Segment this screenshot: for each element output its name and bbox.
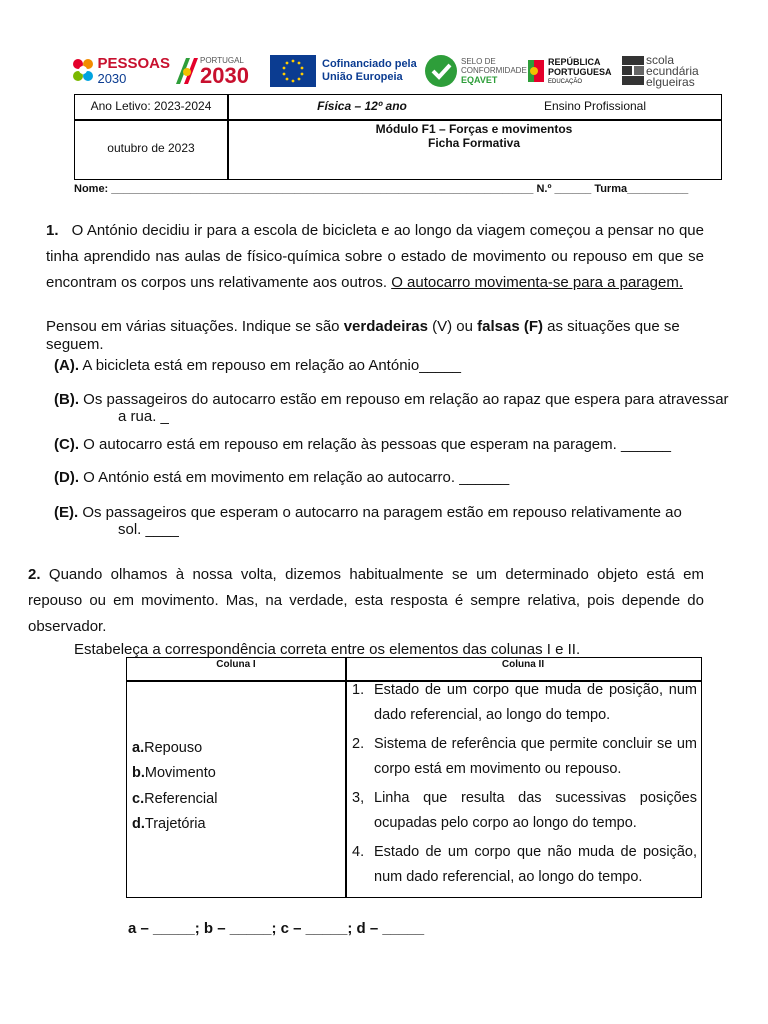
def-text: Linha que resulta das sucessivas posições ocupadas pelo corpo ao longo do tempo.: [374, 790, 697, 831]
q1-item-c[interactable]: [54, 436, 714, 453]
pessoas-text: PESSOAS: [97, 55, 170, 72]
item-text-cont: a rua. _: [118, 408, 169, 425]
col2-item-3[interactable]: [352, 786, 697, 836]
numero-field[interactable]: N.º ______: [536, 183, 592, 195]
escola-line-3: elgueiras: [646, 74, 695, 89]
q1-falsas: falsas (F): [477, 318, 543, 335]
q1-item-e[interactable]: [54, 504, 714, 538]
nome-line[interactable]: [74, 183, 688, 195]
modulo-title: Módulo F1 – Forças e movimentos: [375, 122, 573, 136]
q1-v: (V) ou: [432, 318, 473, 335]
q1-text: [46, 218, 704, 296]
col1-item[interactable]: a.Repouso: [132, 740, 203, 756]
pessoas-year: 2030: [97, 71, 127, 86]
q1-number: 1.: [46, 222, 59, 239]
def-text: Sistema de referência que permite concluir se um corpo está em movimento ou repouso.: [374, 736, 697, 777]
header-table: [74, 94, 722, 180]
data-ficha: outubro de 2023: [107, 141, 195, 155]
col1-item[interactable]: d.Trajetória: [132, 815, 206, 832]
col1-item[interactable]: b.Movimento: [132, 765, 216, 782]
item-text: O António está em movimento em relação ao autocarro. ______: [83, 469, 510, 486]
pessoas-2030-logo: [70, 50, 170, 92]
col2-item-4[interactable]: [352, 840, 697, 890]
q2-body: Quando olhamos à nossa volta, dizemos habitualmente se um determinado objeto está em repouso ou em movimento. Mas, na verdade, esta resposta é sempre relativa, pois depende do observador.: [28, 566, 704, 635]
col2-item-2[interactable]: [352, 732, 697, 782]
q1-instruction: [46, 318, 708, 354]
ficha-title: Ficha Formativa: [427, 136, 521, 150]
col1-list: [132, 736, 217, 837]
turma-field[interactable]: Turma__________: [594, 183, 689, 195]
item-text: Os passageiros do autocarro estão em repouso em relação ao rapaz que espera para atravessar: [83, 391, 729, 408]
q1-item-d[interactable]: [54, 469, 714, 486]
checkmark-icon: [424, 54, 458, 88]
ano-letivo: Ano Letivo: 2023-2024: [90, 99, 212, 113]
republica-logo: [528, 50, 620, 92]
disciplina: Física – 12º ano: [317, 99, 407, 113]
col2-item-1[interactable]: [352, 678, 697, 728]
col1-header: Coluna I: [216, 659, 256, 670]
item-label: (B).: [54, 391, 79, 408]
portugal-shield-icon: [528, 58, 544, 84]
q1-instr-a: Pensou em várias situações. Indique se são: [46, 318, 340, 335]
col1-item[interactable]: c.Referencial: [132, 790, 218, 807]
q2-text: [28, 562, 704, 640]
portugal-flag-icon: [174, 54, 200, 88]
escola-mark-icon: [622, 56, 644, 86]
q1-item-b[interactable]: [54, 391, 744, 425]
portugal-year: 2030: [200, 62, 249, 88]
def-text: Estado de um corpo que não muda de posição, num dado referencial, ao longo do tempo.: [374, 844, 697, 885]
escola-line-2: ecundária: [646, 63, 699, 78]
item-text-cont: sol. ____: [118, 521, 179, 538]
q1-body: O António decidiu ir para a escola de bicicleta e ao longo da viagem começou a pensar no que tinha aprendido nas aulas de físico-química sobre o estado de movimento ou repouso em que se encontram os corpos uns relativamente aos outros.: [46, 222, 704, 291]
item-text: O autocarro está em repouso em relação às pessoas que esperam na paragem. ______: [83, 436, 672, 453]
educacao-text: EDUCAÇÃO: [548, 79, 583, 85]
eqavet-small-text: SELO DE CONFORMIDADE: [461, 57, 527, 75]
q1-verdadeiras: verdadeiras: [343, 318, 428, 335]
col2-header: Coluna II: [501, 659, 545, 670]
portugal-2030-logo: [174, 50, 264, 92]
eu-logo: [270, 50, 420, 92]
answer-line[interactable]: a – _____; b – _____; c – _____; d – _____: [128, 920, 425, 937]
item-text: A bicicleta está em repouso em relação ao António_____: [82, 357, 461, 374]
eu-flag-icon: [270, 55, 316, 87]
def-text: Estado de um corpo que muda de posição, num dado referencial, ao longo do tempo.: [374, 682, 697, 723]
q2-number: 2.: [28, 566, 41, 583]
eu-text: Cofinanciado pela União Europeia: [322, 58, 417, 83]
republica-text: REPÚBLICA PORTUGUESA: [548, 57, 612, 77]
item-label: (E).: [54, 504, 79, 521]
eqavet-text: EQAVET: [461, 75, 498, 85]
item-text: Os passageiros que esperam o autocarro na paragem estão em repouso relativamente ao: [82, 504, 682, 521]
portugal-text: PORTUGAL: [200, 55, 244, 65]
flower-icon: [70, 56, 94, 86]
def-number: 1.: [352, 682, 365, 698]
escola-logo: [622, 50, 712, 92]
q1-instr-b: as situações que se seguem.: [46, 318, 680, 353]
q2-instruction: Estabeleça a correspondência correta entre os elementos das colunas I e II.: [74, 641, 581, 658]
nome-field[interactable]: Nome: _____________________________________________________________________: [74, 183, 534, 195]
item-label: (D).: [54, 469, 79, 486]
item-label: (C).: [54, 436, 79, 453]
escola-line-1: scola: [646, 52, 675, 67]
eqavet-logo: [424, 50, 527, 92]
def-number: 3,: [352, 790, 365, 806]
q1-item-a[interactable]: [54, 357, 714, 374]
def-number: 2.: [352, 736, 365, 752]
q1-underlined: O autocarro movimenta-se para a paragem.: [391, 274, 683, 291]
logo-bar: [70, 50, 710, 92]
item-label: (A).: [54, 357, 79, 374]
def-number: 4.: [352, 844, 365, 860]
curso: Ensino Profissional: [543, 99, 647, 113]
